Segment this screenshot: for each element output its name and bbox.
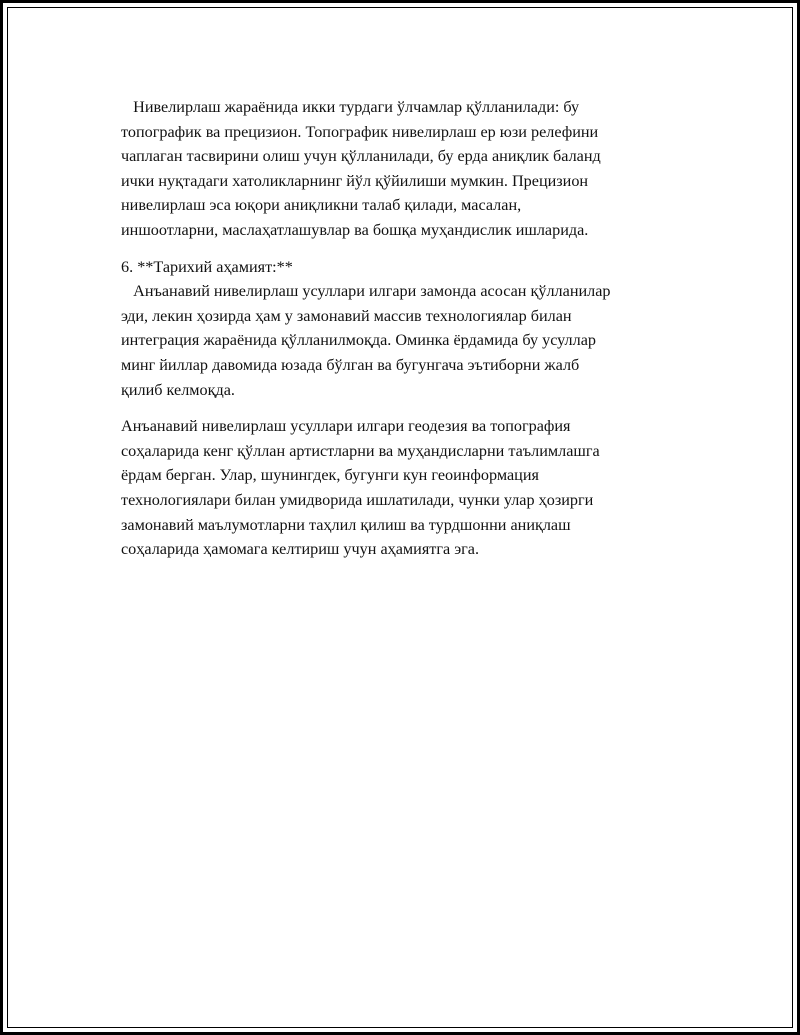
- text-line: ички нуқтадаги хатоликларнинг йўл қўйилиши мумкин. Прецизион: [121, 171, 589, 190]
- text-line: соҳаларида кенг қўллан артистларни ва муҳандисларни таълимлашга: [121, 441, 600, 460]
- text-line: Анъанавий нивелирлаш усуллари илгари геодезия ва топография: [121, 417, 571, 436]
- text-line: иншоотларни, маслаҳатлашувлар ва бошқа муҳандислик ишларида.: [121, 220, 589, 239]
- paragraph-traditional-methods: [121, 414, 701, 562]
- text-line: чаплаган тасвирини олиш учун қўлланилади, бу ерда аниқлик баланд: [121, 147, 601, 166]
- text-line: қилиб келмоқда.: [121, 380, 235, 399]
- paragraph-historical-significance: [121, 255, 701, 403]
- text-line: топографик ва прецизион. Топографик нивелирлаш ер юзи релефини: [121, 122, 599, 141]
- text-line: интеграция жараёнида қўлланилмоқда. Оминка ёрдамида бу усуллар: [121, 331, 596, 350]
- text-line: замонавий маълумотларни таҳлил қилиш ва турдшонни аниқлаш: [121, 515, 571, 534]
- text-line: технологиялари билан умидворида ишлатилади, чунки улар ҳозирги: [121, 490, 594, 509]
- text-line: ёрдам берган. Улар, шунингдек, бугунги кун геоинформация: [121, 466, 539, 485]
- text-line: эди, лекин ҳозирда ҳам у замонавий массив технологиялар билан: [121, 306, 572, 325]
- text-line: нивелирлаш эса юқори аниқликни талаб қилади, масалан,: [121, 196, 522, 215]
- section-heading: 6. **Тарихий аҳамият:**: [121, 257, 293, 276]
- text-line: соҳаларида ҳамомага келтириш учун аҳамиятга эга.: [121, 540, 480, 559]
- text-line: Нивелирлаш жараёнида икки турдаги ўлчамлар қўлланилади: бу: [121, 98, 580, 116]
- paragraph-leveling-types: [121, 95, 701, 243]
- text-line: Анъанавий нивелирлаш усуллари илгари замонда асосан қўлланилар: [121, 282, 611, 301]
- document-body: [121, 95, 701, 574]
- text-line: минг йиллар давомида юзада бўлган ва бугунгача эътиборни жалб: [121, 355, 580, 374]
